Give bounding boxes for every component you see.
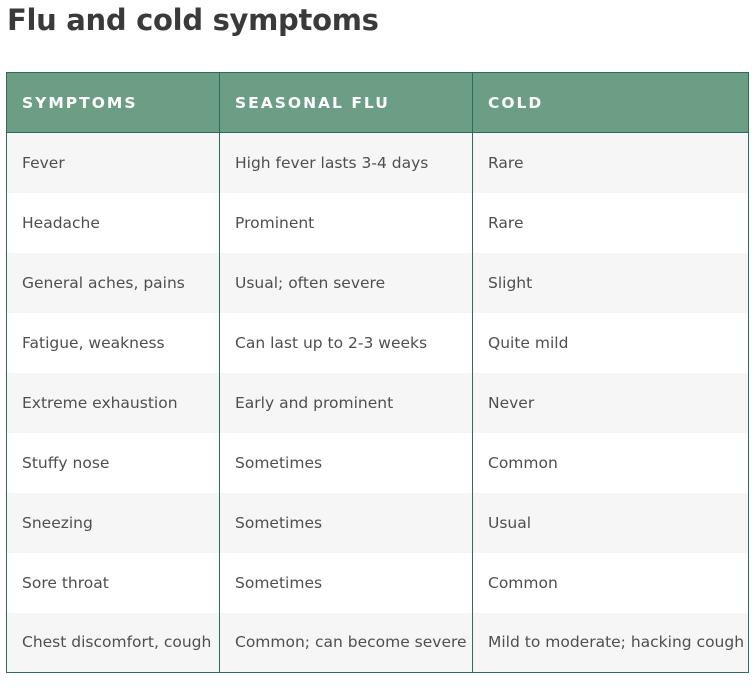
flu-cell: Usual; often severe bbox=[220, 253, 473, 313]
flu-cell: Sometimes bbox=[220, 493, 473, 553]
symptom-cell: General aches, pains bbox=[7, 253, 220, 313]
flu-cell: Common; can become severe bbox=[220, 613, 473, 673]
cold-cell: Mild to moderate; hacking cough bbox=[473, 613, 749, 673]
table-row bbox=[7, 373, 749, 433]
cold-cell: Rare bbox=[473, 193, 749, 253]
symptom-cell: Sore throat bbox=[7, 553, 220, 613]
cold-cell: Slight bbox=[473, 253, 749, 313]
flu-cell: Sometimes bbox=[220, 553, 473, 613]
page-title: Flu and cold symptoms bbox=[7, 3, 379, 37]
symptom-cell: Sneezing bbox=[7, 493, 220, 553]
cold-cell: Common bbox=[473, 433, 749, 493]
flu-cell: Sometimes bbox=[220, 433, 473, 493]
table-row bbox=[7, 313, 749, 373]
flu-cell: High fever lasts 3-4 days bbox=[220, 133, 473, 193]
flu-cell: Can last up to 2-3 weeks bbox=[220, 313, 473, 373]
table-row bbox=[7, 253, 749, 313]
symptom-cell: Headache bbox=[7, 193, 220, 253]
column-header-cold: COLD bbox=[473, 73, 749, 133]
cold-cell: Rare bbox=[473, 133, 749, 193]
symptom-cell: Extreme exhaustion bbox=[7, 373, 220, 433]
table-row bbox=[7, 553, 749, 613]
cold-cell: Usual bbox=[473, 493, 749, 553]
symptoms-table bbox=[6, 72, 749, 673]
flu-cell: Prominent bbox=[220, 193, 473, 253]
symptom-cell: Fever bbox=[7, 133, 220, 193]
table-row bbox=[7, 613, 749, 673]
table-row bbox=[7, 193, 749, 253]
column-header-seasonal-flu: SEASONAL FLU bbox=[220, 73, 473, 133]
cold-cell: Common bbox=[473, 553, 749, 613]
symptom-cell: Stuffy nose bbox=[7, 433, 220, 493]
symptom-cell: Chest discomfort, cough bbox=[7, 613, 220, 673]
cold-cell: Never bbox=[473, 373, 749, 433]
column-header-symptoms: SYMPTOMS bbox=[7, 73, 220, 133]
symptom-cell: Fatigue, weakness bbox=[7, 313, 220, 373]
table-row bbox=[7, 133, 749, 193]
flu-cell: Early and prominent bbox=[220, 373, 473, 433]
table-row bbox=[7, 493, 749, 553]
cold-cell: Quite mild bbox=[473, 313, 749, 373]
table-header-row bbox=[7, 73, 749, 133]
table-row bbox=[7, 433, 749, 493]
